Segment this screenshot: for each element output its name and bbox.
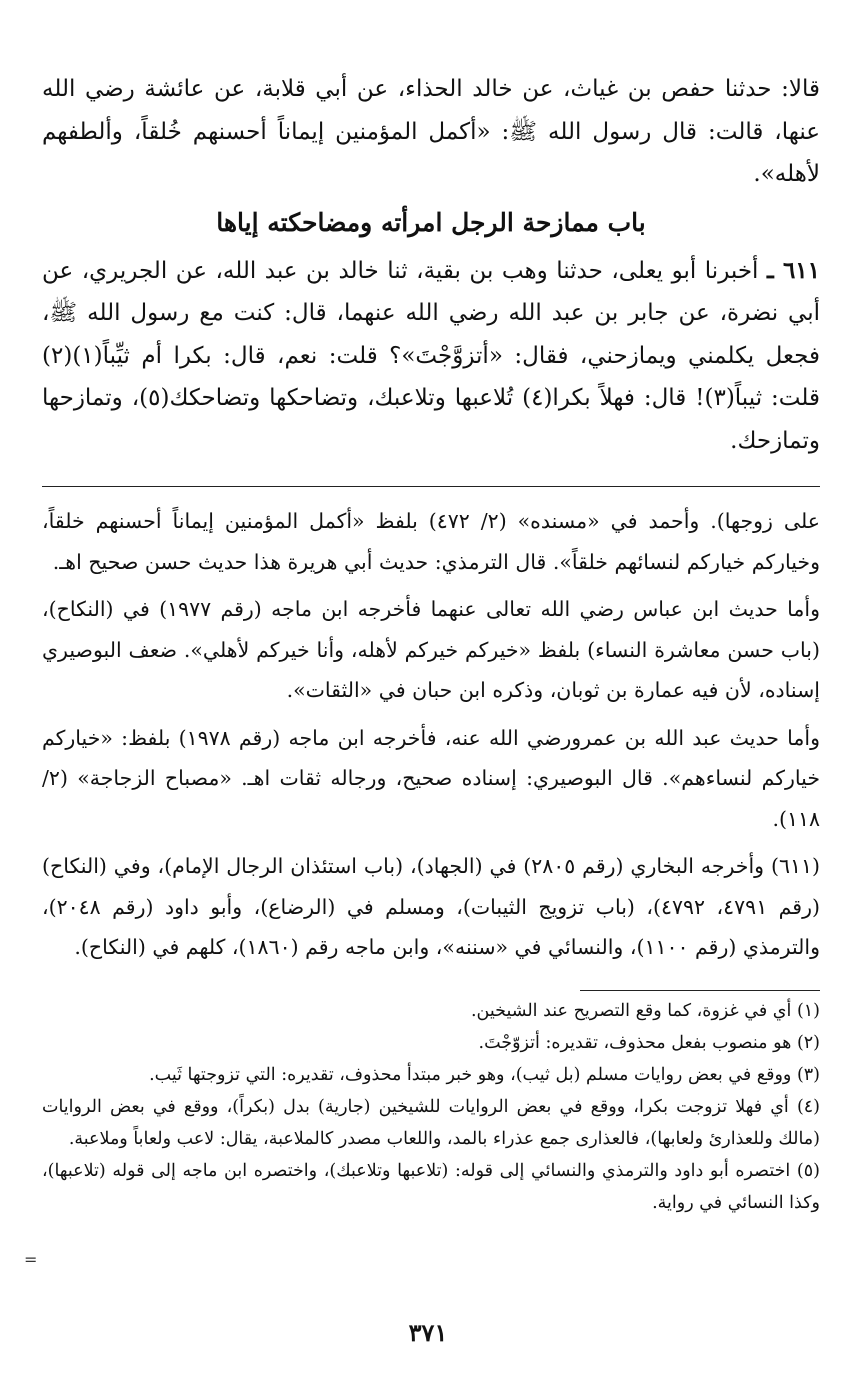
main-divider [42, 486, 820, 487]
paragraph-hadith-611 [42, 250, 820, 463]
takhrij-notes [42, 501, 820, 968]
note-paragraph: على زوجها). وأحمد في «مسنده» (٢/ ٤٧٢) بلفظ «أكمل المؤمنين إيماناً أحسنهم خلقاً، وخياركم خياركم لنسائهم خلقاً». قال الترمذي: حديث أبي هريرة هذا حديث حسن صحيح اهـ. [42, 509, 820, 574]
footnote-5 [42, 1155, 820, 1219]
chapter-title: باب ممازحة الرجل امرأته ومضاحكته إياها [216, 207, 646, 237]
note-paragraph: (٦١١) وأخرجه البخاري (رقم ٢٨٠٥) في (الجهاد)، (باب استئذان الرجال الإمام)، وفي (النكاح) (رقم ٤٧٩١، ٤٧٩٢)، (باب تزويج الثيبات)، ومسلم في (الرضاع)، وأبو داود (رقم ٢٠٤٨)، والترمذي (رقم ١١٠٠)، والنسائي في «سننه»، وابن ماجه رقم (١٨٦٠)، كلهم في (النكاح). [42, 854, 821, 959]
hadith-number: ٦١١ ـ [766, 256, 821, 284]
main-text [42, 68, 820, 462]
footnote-divider [580, 990, 820, 991]
footnote-text: اختصره أبو داود والترمذي والنسائي إلى قوله: (تلاعبها وتلاعبك)، واختصره ابن ماجه إلى قوله (تلاعبها)، وكذا النسائي في رواية. [42, 1160, 820, 1213]
footnote-3 [42, 1059, 820, 1091]
footnote-number: (١) [796, 1000, 820, 1021]
page-body [42, 68, 820, 1219]
footnote-text: أي في غزوة، كما وقع التصريح عند الشيخين. [470, 1000, 792, 1021]
footnote-number: (٢) [796, 1032, 820, 1053]
paragraph-hadith-end: قالا: حدثنا حفص بن غياث، عن خالد الحذاء، عن أبي قلابة، عن عائشة رضي الله عنها، قالت: قال رسول الله ﷺ: «أكمل المؤمنين إيماناً أحسنهم خُلقاً، وألطفهم لأهله». [42, 76, 820, 187]
margin-mark: = [24, 1250, 38, 1269]
hadith-text: أخبرنا أبو يعلى، حدثنا وهب بن بقية، ثنا خالد بن عبد الله، عن الجريري، عن أبي نضرة، عن جابر بن عبد الله رضي الله عنهما، قال: كنت مع رسول الله ﷺ، فجعل يكلمني ويمازحني، فقال: «أتزوَّجْتَ»؟ قلت: نعم، قال: بكرا أم ثيِّباً(١)(٢) قلت: ثيباً(٣)! قال: فهلاً بكرا(٤) تُلاعبها وتلاعبك، وتضاحكها وتضاحكك(٥)، وتمازحها وتمازحك. [42, 257, 820, 454]
page-number: ٣٧١ [408, 1318, 448, 1347]
footnote-number: (٣) [796, 1064, 820, 1085]
note-paragraph: وأما حديث ابن عباس رضي الله تعالى عنهما فأخرجه ابن ماجه (رقم ١٩٧٧) في (النكاح)، (باب حسن معاشرة النساء) بلفظ «خيركم خيركم لأهله، وأنا خيركم لأهلي». ضعف البوصيري إسناده، لأن فيه عمارة بن ثوبان، وذكره ابن حبان في «الثقات». [42, 597, 820, 702]
footnote-text: أي فهلا تزوجت بكرا، ووقع في بعض الروايات للشيخين (جارية) بدل (بكراً)، ووقع في بعض الروايات (مالك وللعذارئ ولعابها)، فالعذارى جمع عذراء بالمد، واللعاب مصدر كالملاعبة، يقال: لاعب ولعاباً وملاعبة. [42, 1096, 820, 1149]
footnote-divider-wrap [42, 968, 820, 995]
footnote-text: ووقع في بعض روايات مسلم (بل ثيب)، وهو خبر مبتدأ محذوف، تقديره: التي تزوجتها ثَيب. [149, 1064, 792, 1085]
footnotes [42, 995, 820, 1219]
footnote-4 [42, 1091, 820, 1155]
footnote-number: (٤) [796, 1096, 820, 1117]
footnote-number: (٥) [796, 1160, 820, 1181]
footnote-2 [42, 1027, 820, 1059]
footnote-1 [42, 995, 820, 1027]
footnote-text: هو منصوب بفعل محذوف، تقديره: أتزوّجْتَ. [478, 1032, 792, 1053]
note-paragraph: وأما حديث عبد الله بن عمرورضي الله عنه، فأخرجه ابن ماجه (رقم ١٩٧٨) بلفظ: «خياركم خياركم لنساءهم». قال البوصيري: إسناده صحيح، ورجاله ثقات اهـ. «مصباح الزجاجة» (٢/ ١١٨). [42, 725, 820, 831]
